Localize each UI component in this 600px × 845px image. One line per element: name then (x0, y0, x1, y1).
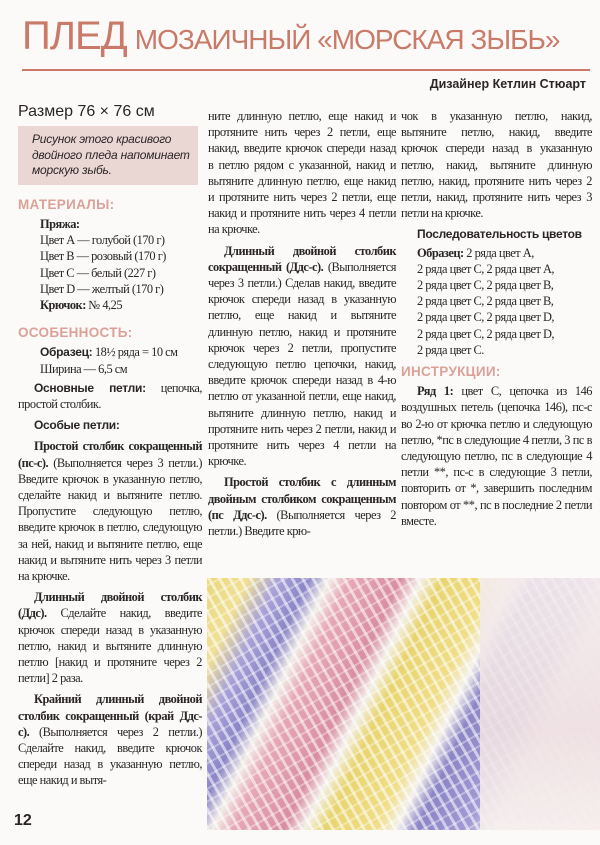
color-sequence (401, 226, 592, 358)
title-subtitle: МОЗАИЧНЫЙ «МОРСКАЯ ЗЫБЬ» (134, 24, 560, 55)
yarn-item: Цвет D — желтый (170 г) (40, 281, 164, 296)
stitch-definition: Простой столбик сокращенный (пс-с). (Выполняется через 3 петли.) Введите крючок в указанную петлю, сделайте накид и вытяните петлю. Пропустите следующую петлю, введите крючок в петлю, следующую за ней, накид и вытяните петлю, еще накид и вытяните нить через 3 петли на крючке. (18, 439, 202, 583)
sequence-line: 2 ряда цвет С, 2 ряда цвет В, (417, 294, 554, 309)
gauge-info (18, 344, 202, 376)
yarn-item: Цвет С — белый (227 г) (40, 265, 156, 280)
sequence-line: Образец: 2 ряда цвет А, (417, 245, 534, 260)
pillow-background (480, 578, 600, 830)
sample-gauge: Образец: 18½ ряда = 10 см (40, 345, 178, 360)
materials-heading: МАТЕРИАЛЫ: (18, 196, 115, 212)
stitch-continuation: чок в указанную петлю, накид, вытяните петлю, накид, введите крючок спереди назад в указанную петлю, накид, вытяните длинную петлю, накид, протяните нить через 2 петли, накид, протяните нить через 3 петли на крючке. (401, 109, 592, 221)
basic-stitches: Основные петли: цепочка, простой столбик. (18, 380, 202, 411)
width-info: Ширина — 6,5 см (40, 361, 128, 376)
features-heading: ОСОБЕННОСТЬ: (18, 325, 133, 341)
title-divider (22, 69, 590, 71)
special-stitches-label: Особые петли: (34, 418, 120, 433)
stitch-definition: Крайний длинный двойной столбик сокращенный (край Ддс-с). (Выполняется через 2 петли.) Сделайте накид, введите крючок спереди назад в указанную петлю, еще накид и вытя- (18, 692, 202, 788)
stitch-definition: Простой столбик с длинным двойным столбиком сокращенным (пс Ддс-с). (Выполняется через 2 петли.) Введите крю- (208, 475, 396, 539)
column-2 (208, 108, 396, 544)
sequence-line: 2 ряда цвет С, 2 ряда цвет А, (417, 261, 555, 276)
row-1-instruction: Ряд 1: цвет С, цепочка из 146 воздушных петель (цепочка 146), пс-с во 2-ю от крючка петлю и следующую петлю, *пс в следующие 4 петли, 3 пс в следующую петлю, пс в следующие 4 петли **, пс-с в следующие 3 петли, повторить от *, завершить последним повтором от **, пс в последние 2 петли вместе. (401, 384, 592, 528)
hook-item: Крючок: № 4,25 (40, 297, 123, 312)
size-label: Размер 76 × 76 см (18, 103, 155, 120)
instructions-heading: ИНСТРУКЦИИ: (401, 364, 501, 380)
sequence-line: 2 ряда цвет С, 2 ряда цвет В, (417, 278, 554, 293)
blanket-photo (207, 578, 600, 830)
page-number: 12 (14, 812, 32, 829)
sequence-line: 2 ряда цвет С. (417, 342, 484, 357)
yarn-item: Цвет В — розовый (170 г) (40, 249, 166, 264)
sequence-line: 2 ряда цвет С, 2 ряда цвет D, (417, 310, 555, 325)
title-main: ПЛЕД (22, 14, 127, 58)
yarn-label: Пряжа: (40, 216, 80, 231)
designer-credit: Дизайнер Кетлин Стюарт (429, 77, 586, 91)
yarn-item: Цвет А — голубой (170 г) (40, 233, 165, 248)
stitch-definition: Длинный двойной столбик сокращенный (Ддс-с). (Выполняется через 3 петли.) Сделав накид, введите крючок спереди назад в указанную петлю, еще накид и вытяните длинную петлю, накид и протяните крючок через 2 петли, пропустите следующую петлю цепочки, накид, введите крючок спереди назад в 4-ю петлю от указанной петли, еще накид, вытяните длинную петлю, накид и протяните нить через 2 петли, накид и протяните нить через 4 петли на крючке. (208, 243, 396, 469)
stitch-continuation: ните длинную петлю, еще накид и протяните нить через 2 петли, еще накид, введите крючок спереди назад в петлю рядом с указанной, накид и вытяните длинную петлю, еще накид и протяните нить через 2 петли, еще накид и протяните нить через 4 петли на крючке. (208, 109, 396, 237)
page-title (22, 14, 559, 59)
stitch-definition: Длинный двойной столбик (Ддс). Сделайте накид, введите крючок спереди назад в указанную петлю, накид и вытяните длинную петлю [накид и протяните через 2 петли] 2 раза. (18, 590, 202, 686)
intro-note: Рисунок этого красивого двойного пледа напоминает морскую зыбь. (18, 126, 198, 185)
materials-list (18, 216, 202, 313)
column-1 (18, 104, 202, 794)
sequence-line: 2 ряда цвет С, 2 ряда цвет D, (417, 326, 555, 341)
sequence-heading: Последовательность цветов (417, 227, 582, 242)
column-3 (401, 108, 592, 534)
